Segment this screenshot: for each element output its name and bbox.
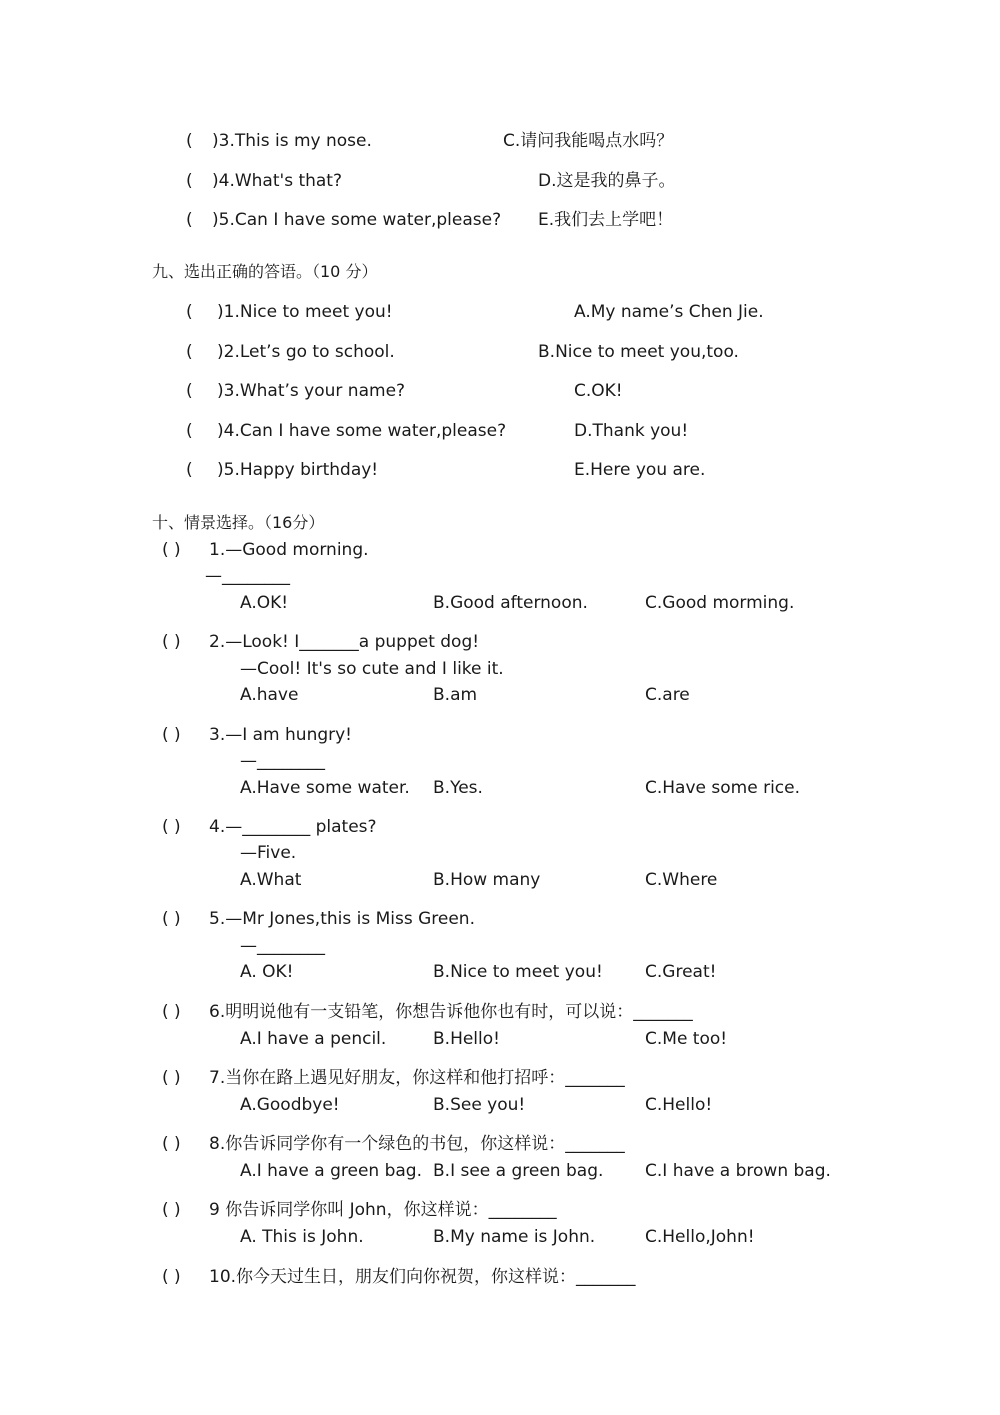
s8-row5-paren[interactable]: ( (186, 210, 193, 230)
s10-q4-option-b[interactable]: B.How many (433, 870, 541, 890)
s9-row4-answer: D.Thank you! (574, 421, 689, 441)
s10-q2-prompt: 2.—Look! I_______a puppet dog! (209, 632, 480, 652)
s10-q2-option-b[interactable]: B.am (433, 685, 478, 705)
s10-q10-paren[interactable]: ( ) (162, 1267, 181, 1287)
s10-q3-prompt: 3.—I am hungry! (209, 725, 352, 745)
s10-q7-paren[interactable]: ( ) (162, 1068, 181, 1088)
s10-q6-prompt: 6.明明说他有一支铅笔，你想告诉他你也有时，可以说：_______ (209, 1002, 693, 1022)
section9-title: 九、选出正确的答语。（10 分） (152, 262, 378, 281)
s9-row1-answer: A.My name’s Chen Jie. (574, 302, 764, 322)
s10-q9-prompt: 9 你告诉同学你叫 John，你这样说：________ (209, 1200, 557, 1220)
s9-row2-paren[interactable]: ( (186, 342, 193, 362)
s10-q8-option-a[interactable]: A.I have a green bag. (240, 1161, 422, 1181)
s10-q5-prompt: 5.—Mr Jones,this is Miss Green. (209, 909, 475, 929)
s10-q4-prompt: 4.—________ plates? (209, 817, 377, 837)
s10-q5-option-b[interactable]: B.Nice to meet you! (433, 962, 603, 982)
s10-q7-option-b[interactable]: B.See you! (433, 1095, 526, 1115)
s10-q10-prompt: 10.你今天过生日，朋友们向你祝贺，你这样说：_______ (209, 1267, 636, 1287)
s8-row4-paren[interactable]: ( (186, 171, 193, 191)
s9-row2-answer: B.Nice to meet you,too. (538, 342, 739, 362)
s8-row4-question: )4.What's that? (212, 171, 342, 191)
s9-row1-paren[interactable]: ( (186, 302, 193, 322)
s9-row5-question: )5.Happy birthday! (217, 460, 379, 480)
s10-q3-option-a[interactable]: A.Have some water. (240, 778, 410, 798)
s10-q3-option-c[interactable]: C.Have some rice. (645, 778, 801, 798)
s8-row3-answer: C.请问我能喝点水吗？ (503, 131, 674, 151)
s9-row2-question: )2.Let’s go to school. (217, 342, 395, 362)
s10-q9-option-c[interactable]: C.Hello,John! (645, 1227, 755, 1247)
s10-q9-paren[interactable]: ( ) (162, 1200, 181, 1220)
s10-q7-option-c[interactable]: C.Hello! (645, 1095, 713, 1115)
s8-row3-paren[interactable]: ( (186, 131, 193, 151)
s10-q5-option-a[interactable]: A. OK! (240, 962, 294, 982)
s10-q4-option-c[interactable]: C.Where (645, 870, 718, 890)
s10-q8-prompt: 8.你告诉同学你有一个绿色的书包，你这样说：_______ (209, 1134, 625, 1154)
s10-q2-paren[interactable]: ( ) (162, 632, 181, 652)
s10-q3-paren[interactable]: ( ) (162, 725, 181, 745)
s10-q4-reply: —Five. (240, 843, 297, 863)
s8-row5-answer: E.我们去上学吧！ (538, 210, 674, 230)
s9-row5-paren[interactable]: ( (186, 460, 193, 480)
s9-row3-answer: C.OK! (574, 381, 623, 401)
s10-q6-option-b[interactable]: B.Hello! (433, 1029, 500, 1049)
s10-q6-option-a[interactable]: A.I have a pencil. (240, 1029, 387, 1049)
s10-q8-option-c[interactable]: C.I have a brown bag. (645, 1161, 831, 1181)
s10-q3-reply: —________ (240, 751, 325, 771)
s10-q9-option-b[interactable]: B.My name is John. (433, 1227, 596, 1247)
s10-q1-paren[interactable]: ( ) (162, 540, 181, 560)
s10-q1-reply: —________ (205, 566, 290, 586)
s9-row1-question: )1.Nice to meet you! (217, 302, 393, 322)
s10-q5-paren[interactable]: ( ) (162, 909, 181, 929)
s10-q1-option-b[interactable]: B.Good afternoon. (433, 593, 588, 613)
s9-row3-paren[interactable]: ( (186, 381, 193, 401)
s10-q1-prompt: 1.—Good morning. (209, 540, 369, 560)
s8-row3-question: )3.This is my nose. (212, 131, 372, 151)
s10-q2-option-a[interactable]: A.have (240, 685, 299, 705)
s10-q5-option-c[interactable]: C.Great! (645, 962, 717, 982)
s10-q8-option-b[interactable]: B.I see a green bag. (433, 1161, 604, 1181)
s10-q1-option-c[interactable]: C.Good morming. (645, 593, 795, 613)
s9-row4-question: )4.Can I have some water,please? (217, 421, 507, 441)
s10-q1-option-a[interactable]: A.OK! (240, 593, 289, 613)
s10-q2-option-c[interactable]: C.are (645, 685, 690, 705)
s10-q9-option-a[interactable]: A. This is John. (240, 1227, 364, 1247)
s9-row5-answer: E.Here you are. (574, 460, 706, 480)
s10-q7-option-a[interactable]: A.Goodbye! (240, 1095, 340, 1115)
s8-row4-answer: D.这是我的鼻子。 (538, 171, 676, 191)
s10-q2-reply: —Cool! It's so cute and I like it. (240, 659, 504, 679)
s10-q3-option-b[interactable]: B.Yes. (433, 778, 483, 798)
s10-q4-paren[interactable]: ( ) (162, 817, 181, 837)
s10-q6-paren[interactable]: ( ) (162, 1002, 181, 1022)
section10-title: 十、情景选择。（16分） (152, 513, 325, 532)
s8-row5-question: )5.Can I have some water,please? (212, 210, 502, 230)
s9-row4-paren[interactable]: ( (186, 421, 193, 441)
s10-q6-option-c[interactable]: C.Me too! (645, 1029, 728, 1049)
s9-row3-question: )3.What’s your name? (217, 381, 406, 401)
s10-q7-prompt: 7.当你在路上遇见好朋友，你这样和他打招呼：_______ (209, 1068, 625, 1088)
s10-q4-option-a[interactable]: A.What (240, 870, 302, 890)
s10-q5-reply: —________ (240, 936, 325, 956)
s10-q8-paren[interactable]: ( ) (162, 1134, 181, 1154)
